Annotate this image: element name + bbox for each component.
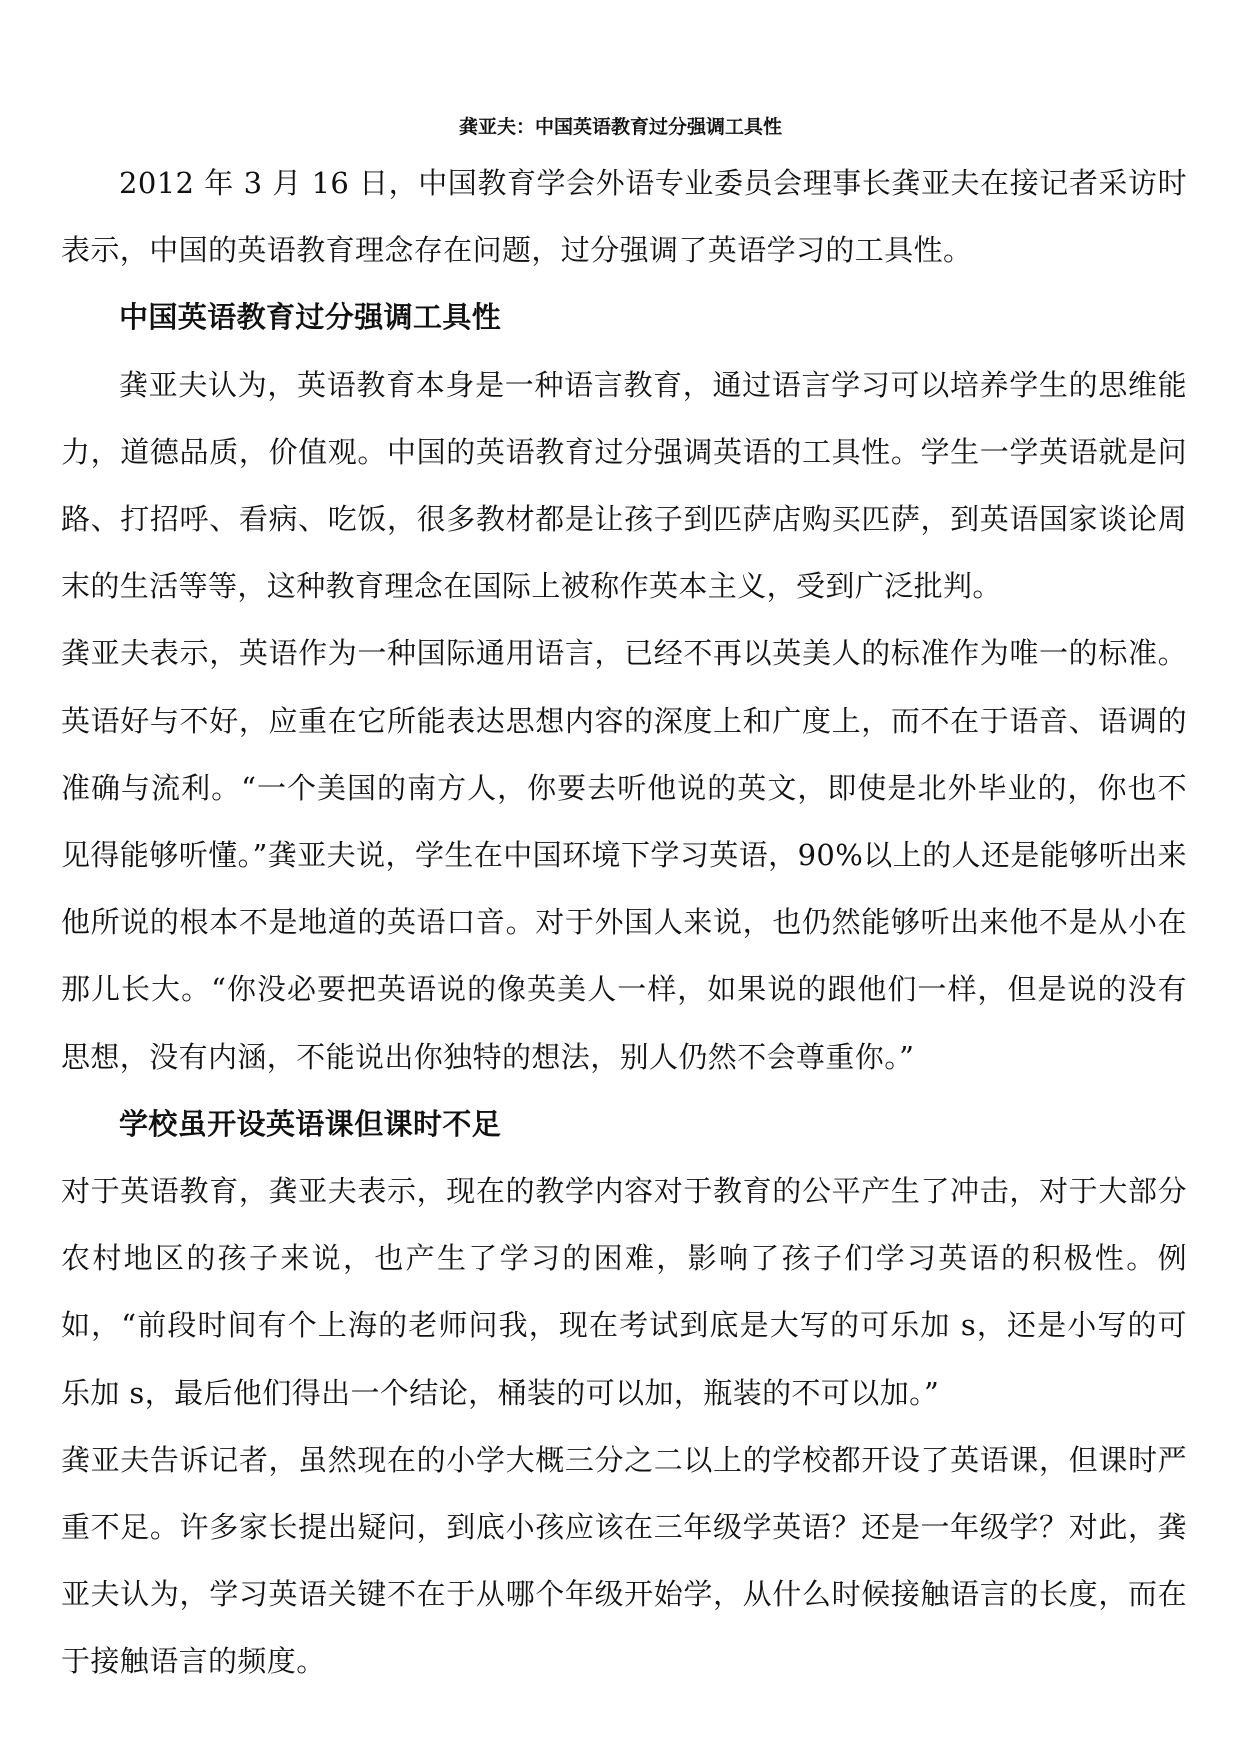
paragraph-international-standard: 龚亚夫表示，英语作为一种国际通用语言，已经不再以英美人的标准作为唯一的标准。英语好与不好，应重在它所能表达思想内容的深度上和广度上，而不在于语音、语调的准确与流利。“一个美国的南方人，你要去听他说的英文，即使是北外毕业的，你也不见得能够听懂。”龚亚夫说，学生在中国环境下学习英语，90%以上的人还是能够听出来他所说的根本不是地道的英语口音。对于外国人来说，也仍然能够听出来他不是从小在那儿长大。“你没必要把英语说的像英美人一样，如果说的跟他们一样，但是说的没有思想，没有内涵，不能说出你独特的想法，别人仍然不会尊重你。” [61,636,1187,1074]
paragraph-class-hours: 龚亚夫告诉记者，虽然现在的小学大概三分之二以上的学校都开设了英语课，但课时严重不足。许多家长提出疑问，到底小孩应该在三年级学英语？还是一年级学？对此，龚亚夫认为，学习英语关键不在于从哪个年级开始学，从什么时候接触语言的长度，而在于接触语言的频度。 [61,1442,1187,1679]
section-heading-class-hours: 学校虽开设英语课但课时不足 [119,1106,502,1141]
paragraph-teaching-content: 对于英语教育，龚亚夫表示，现在的教学内容对于教育的公平产生了冲击，对于大部分农村地区的孩子来说，也产生了学习的困难，影响了孩子们学习英语的积极性。例如，“前段时间有个上海的老师问我，现在考试到底是大写的可乐加 s，还是小写的可乐加 s，最后他们得出一个结论，桶装的可以加，瓶装的不可以加。” [61,1174,1187,1410]
document-title: 龚亚夫：中国英语教育过分强调工具性 [458,116,782,138]
paragraph-education-view: 龚亚夫认为，英语教育本身是一种语言教育，通过语言学习可以培养学生的思维能力，道德品质，价值观。中国的英语教育过分强调英语的工具性。学生一学英语就是问路、打招呼、看病、吃饭，很多教材都是让孩子到匹萨店购买匹萨，到英语国家谈论周末的生活等等，这种教育理念在国际上被称作英本主义，受到广泛批判。 [61,367,1187,604]
intro-paragraph: 2012 年 3 月 16 日，中国教育学会外语专业委员会理事长龚亚夫在接记者采访时表示，中国的英语教育理念存在问题，过分强调了英语学习的工具性。 [61,166,1187,268]
document-body [61,150,1187,1696]
section-heading-tool: 中国英语教育过分强调工具性 [119,300,502,335]
